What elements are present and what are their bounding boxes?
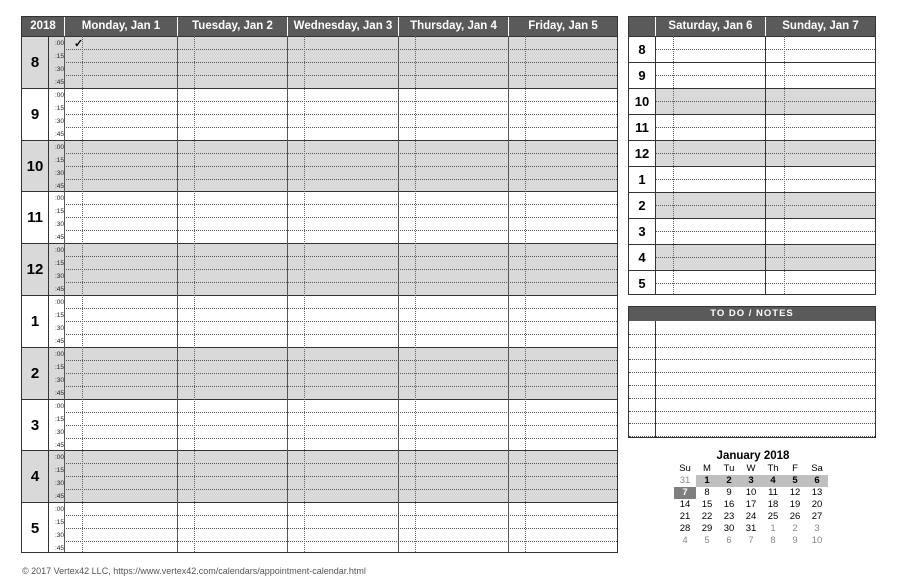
copyright-footer: © 2017 Vertex42 LLC, https://www.vertex42.com/calendars/appointment-calendar.html: [22, 566, 366, 576]
quarter-divider: [64, 217, 617, 218]
quarter-label: :15: [54, 519, 64, 527]
quarter-divider: [64, 179, 617, 180]
calendar-day[interactable]: 31: [745, 523, 757, 534]
weekend-hour-row[interactable]: [629, 88, 875, 114]
note-line: [629, 347, 875, 348]
quarter-label: :00: [54, 299, 64, 306]
quarter-label: :00: [54, 402, 64, 410]
quarter-label: :45: [54, 79, 64, 86]
quarter-label: :00: [54, 40, 64, 47]
quarter-divider: [64, 425, 617, 426]
calendar-day[interactable]: 7: [748, 535, 754, 546]
weekday-schedule-grid: [21, 16, 618, 553]
quarter-label: :00: [54, 506, 64, 514]
calendar-day[interactable]: 11: [768, 487, 778, 498]
hour-label: 1: [30, 313, 40, 330]
time-column-guide: [304, 36, 305, 552]
hour-block[interactable]: [22, 502, 617, 554]
quarter-divider: [64, 438, 617, 439]
calendar-day[interactable]: 13: [811, 487, 823, 498]
weekend-hour-row[interactable]: [629, 166, 875, 192]
calendar-day[interactable]: 2: [792, 523, 798, 534]
time-column-guide: [784, 36, 785, 294]
hour-label: 10: [26, 157, 44, 175]
note-line: [629, 334, 875, 335]
calendar-day[interactable]: 3: [814, 523, 820, 534]
weekend-hour-label: 4: [638, 250, 646, 265]
hour-label: 4: [30, 468, 40, 486]
calendar-day[interactable]: 27: [811, 511, 823, 522]
time-column-guide: [673, 36, 674, 294]
day-column-divider: [398, 36, 399, 552]
hour-column-divider: [48, 36, 49, 552]
weekend-hour-row[interactable]: [629, 62, 875, 88]
hour-label: 3: [30, 416, 40, 434]
quarter-divider: [64, 321, 617, 322]
quarter-label: :45: [54, 182, 64, 190]
weekday-header: Tu: [723, 463, 735, 474]
weekday-header: W: [746, 463, 756, 474]
quarter-label: :30: [54, 428, 64, 436]
calendar-day[interactable]: 10: [811, 535, 823, 546]
calendar-day[interactable]: 29: [701, 523, 713, 534]
day-column-divider: [177, 36, 178, 552]
calendar-day[interactable]: 25: [767, 511, 779, 522]
hour-block[interactable]: [22, 347, 617, 399]
weekend-hour-row[interactable]: [629, 218, 875, 244]
hour-block[interactable]: [22, 88, 617, 140]
quarter-label: :45: [54, 338, 64, 345]
weekend-hour-row[interactable]: [629, 244, 875, 270]
day-header-wednesday: Wednesday, Jan 3: [287, 17, 398, 36]
calendar-day[interactable]: 1: [770, 523, 776, 534]
mini-calendar: [672, 449, 834, 547]
calendar-day[interactable]: 26: [789, 511, 801, 522]
calendar-day[interactable]: 6: [726, 535, 732, 546]
year-label: 2018: [22, 17, 64, 36]
calendar-day[interactable]: 7: [674, 487, 696, 499]
time-column-guide: [525, 36, 526, 552]
quarter-divider: [64, 334, 617, 335]
hour-block[interactable]: [22, 399, 617, 451]
todo-notes-box[interactable]: [628, 306, 876, 438]
calendar-day[interactable]: 30: [723, 523, 735, 534]
quarter-label: :30: [54, 66, 64, 73]
weekday-header: Sa: [811, 463, 823, 474]
quarter-divider: [64, 373, 617, 374]
quarter-label: :15: [54, 156, 64, 164]
calendar-day[interactable]: 17: [745, 499, 757, 510]
weekend-hour-row[interactable]: [629, 270, 875, 296]
quarter-divider: [64, 204, 617, 205]
quarter-label: :15: [54, 53, 64, 60]
weekday-header: Su: [679, 463, 691, 474]
calendar-day[interactable]: 10: [745, 487, 757, 498]
quarter-divider: [64, 127, 617, 128]
quarter-label: :00: [54, 143, 64, 151]
weekend-schedule-grid: [628, 16, 876, 295]
quarter-divider: [64, 269, 617, 270]
calendar-day[interactable]: 9: [726, 487, 732, 498]
quarter-divider: [64, 360, 617, 361]
quarter-divider: [64, 541, 617, 542]
quarter-divider: [64, 308, 617, 309]
quarter-label: :15: [54, 104, 64, 112]
hour-block[interactable]: [22, 140, 617, 192]
quarter-label: :15: [54, 467, 64, 475]
calendar-day[interactable]: 1: [696, 475, 718, 487]
quarter-divider: [64, 489, 617, 490]
weekend-hour-label: 5: [638, 276, 646, 291]
quarter-label: :45: [54, 545, 64, 553]
calendar-day[interactable]: 4: [762, 475, 784, 487]
quarter-label: :00: [54, 91, 64, 99]
calendar-day[interactable]: 23: [723, 511, 735, 522]
note-line: [629, 398, 875, 399]
calendar-day[interactable]: 5: [784, 475, 806, 487]
note-line: [629, 436, 875, 437]
weekend-hour-row[interactable]: [629, 192, 875, 218]
weekend-hour-label: 10: [634, 94, 650, 109]
quarter-label: :15: [54, 208, 64, 216]
quarter-label: :45: [54, 234, 64, 242]
note-line: [629, 385, 875, 386]
calendar-day[interactable]: 4: [682, 535, 688, 546]
weekend-header-row: [629, 17, 875, 36]
quarter-divider: [64, 463, 617, 464]
calendar-day[interactable]: 2: [718, 475, 740, 487]
day-column-divider: [508, 36, 509, 552]
hour-block[interactable]: [22, 295, 617, 347]
weekday-header: F: [792, 463, 798, 474]
calendar-day[interactable]: 12: [789, 487, 801, 498]
hour-label: 12: [26, 261, 44, 279]
quarter-label: :45: [54, 130, 64, 138]
quarter-divider: [64, 49, 617, 50]
weekend-hour-row[interactable]: [629, 36, 875, 62]
time-column-guide: [415, 36, 416, 552]
quarter-divider: [64, 386, 617, 387]
calendar-day[interactable]: 21: [679, 511, 691, 522]
calendar-day[interactable]: 15: [701, 499, 713, 510]
hour-block[interactable]: [22, 243, 617, 295]
quarter-label: :30: [54, 480, 64, 488]
quarter-divider: [64, 75, 617, 76]
quarter-divider: [64, 282, 617, 283]
calendar-day[interactable]: 8: [704, 487, 710, 498]
hour-block[interactable]: [22, 191, 617, 243]
time-column-guide: [82, 36, 83, 552]
quarter-label: :15: [54, 363, 64, 371]
quarter-label: :30: [54, 273, 64, 281]
weekday-header-row: [22, 17, 617, 36]
calendar-day[interactable]: 18: [767, 499, 779, 510]
quarter-label: :00: [54, 454, 64, 462]
day-column-divider: [287, 36, 288, 552]
quarter-label: :30: [54, 376, 64, 384]
quarter-label: :30: [54, 169, 64, 177]
calendar-day[interactable]: 31: [679, 475, 691, 486]
calendar-day[interactable]: 20: [811, 499, 823, 510]
day-header-friday: Friday, Jan 5: [508, 17, 617, 36]
calendar-day[interactable]: 6: [806, 475, 828, 487]
calendar-day[interactable]: 3: [740, 475, 762, 487]
weekday-header: Th: [767, 463, 779, 474]
quarter-label: :45: [54, 493, 64, 501]
note-line: [629, 411, 875, 412]
quarter-label: :45: [54, 286, 64, 294]
day-header-monday: Monday, Jan 1: [64, 17, 177, 36]
quarter-divider: [64, 62, 617, 63]
calendar-day[interactable]: 5: [704, 535, 710, 546]
quarter-label: :15: [54, 415, 64, 423]
quarter-divider: [64, 230, 617, 231]
calendar-day[interactable]: 8: [770, 535, 776, 546]
quarter-label: :30: [54, 532, 64, 540]
weekend-hour-row[interactable]: [629, 140, 875, 166]
todo-checkbox-column-divider: [655, 321, 656, 437]
day-column-divider: [765, 36, 766, 294]
calendar-day[interactable]: 14: [679, 499, 691, 510]
hour-label: 8: [30, 54, 40, 71]
day-column-divider: [655, 36, 656, 294]
calendar-day[interactable]: 19: [789, 499, 801, 510]
calendar-day[interactable]: 16: [723, 499, 735, 510]
mini-calendar-title: January 2018: [716, 450, 790, 462]
mini-calendar-table: [674, 463, 828, 547]
calendar-day[interactable]: 24: [745, 511, 757, 522]
day-column-divider: [64, 36, 65, 552]
quarter-divider: [64, 101, 617, 102]
quarter-divider: [64, 515, 617, 516]
quarter-label: :15: [54, 260, 64, 268]
quarter-label: :30: [54, 325, 64, 332]
quarter-label: :30: [54, 221, 64, 229]
hour-label: 11: [27, 209, 43, 227]
day-header-thursday: Thursday, Jan 4: [398, 17, 508, 36]
hour-label: 2: [30, 364, 40, 382]
quarter-label: :45: [54, 389, 64, 397]
weekday-header: M: [703, 463, 711, 474]
todo-notes-title: TO DO / NOTES: [629, 307, 875, 321]
weekend-hour-label: 11: [635, 120, 649, 135]
day-header-tuesday: Tuesday, Jan 2: [177, 17, 287, 36]
hour-label: 5: [30, 520, 40, 538]
quarter-label: :00: [54, 350, 64, 358]
quarter-divider: [64, 412, 617, 413]
calendar-day[interactable]: 9: [792, 535, 798, 546]
time-column-guide: [194, 36, 195, 552]
quarter-divider: [64, 528, 617, 529]
hour-block[interactable]: [22, 36, 617, 88]
checkmark-icon: ✓: [74, 38, 84, 50]
day-header-sunday: Sunday, Jan 7: [765, 17, 875, 36]
note-line: [629, 423, 875, 424]
quarter-label: :30: [54, 117, 64, 125]
quarter-divider: [64, 256, 617, 257]
calendar-day[interactable]: 28: [679, 523, 691, 534]
weekend-hour-label: 8: [638, 42, 646, 57]
note-line: [629, 372, 875, 373]
calendar-day[interactable]: 22: [701, 511, 713, 522]
quarter-label: :45: [54, 441, 64, 449]
weekend-hour-label: 12: [634, 146, 650, 161]
weekend-hour-label: 9: [638, 68, 646, 83]
quarter-label: :15: [54, 312, 64, 319]
weekend-hour-label: 2: [638, 198, 646, 213]
hour-label: 9: [30, 105, 40, 123]
quarter-divider: [64, 476, 617, 477]
weekend-hour-label: 1: [638, 172, 646, 187]
quarter-label: :00: [54, 247, 64, 255]
quarter-divider: [64, 166, 617, 167]
note-line: [629, 359, 875, 360]
quarter-divider: [64, 153, 617, 154]
quarter-divider: [64, 114, 617, 115]
weekend-hour-label: 3: [638, 224, 646, 239]
quarter-label: :00: [54, 195, 64, 203]
weekend-hour-row[interactable]: [629, 114, 875, 140]
hour-block[interactable]: [22, 450, 617, 502]
day-header-saturday: Saturday, Jan 6: [655, 17, 765, 36]
